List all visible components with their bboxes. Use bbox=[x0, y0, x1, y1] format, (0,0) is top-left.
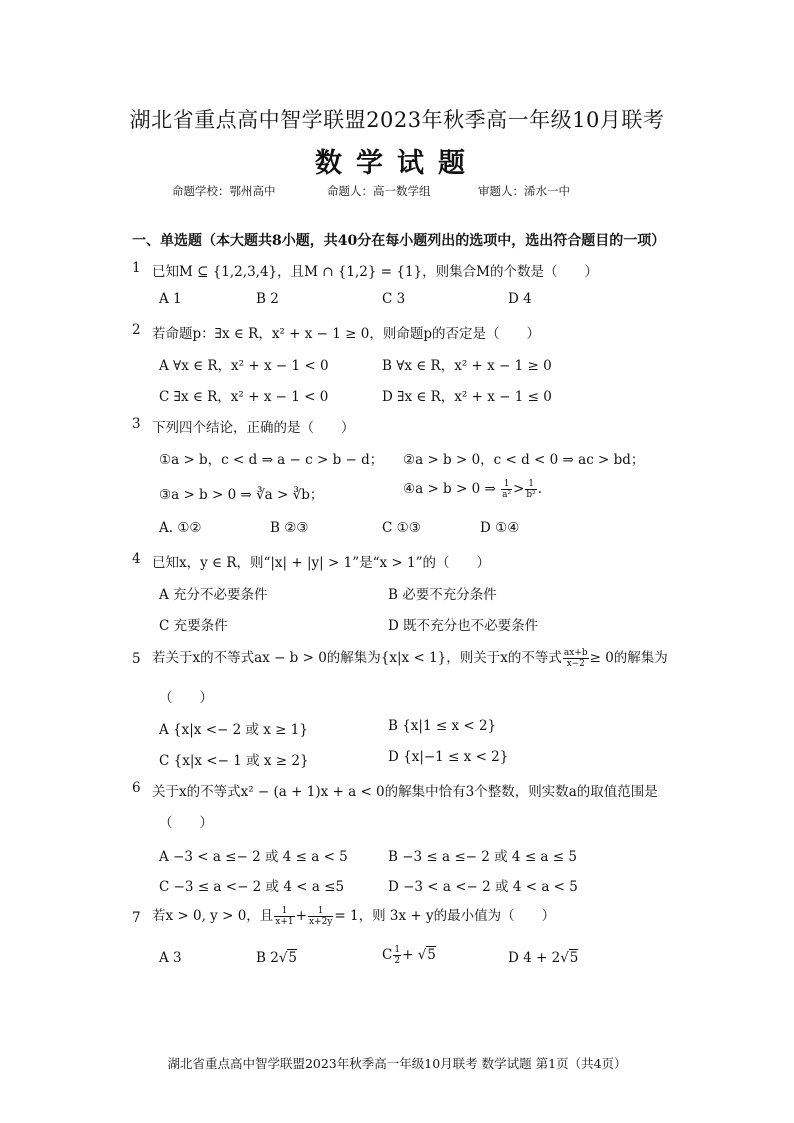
option-b: B {x|1 ≤ x < 2} bbox=[388, 718, 497, 734]
option-b: B 2 bbox=[256, 291, 279, 307]
proposer: 命题人：高一数学组 bbox=[327, 184, 431, 198]
option-c: C −3 ≤ a <− 2 或 4 < a ≤5 bbox=[159, 879, 345, 895]
question-text: 关于x的不等式x² − (a + 1)x + a < 0的解集中恰有3个整数，则实数a的取值范围是 bbox=[152, 784, 658, 800]
statement-2: ②a > b > 0，c < d < 0 ⇒ ac > bd； bbox=[403, 452, 645, 468]
option-a: A −3 < a ≤− 2 或 4 ≤ a < 5 bbox=[159, 849, 348, 865]
question-number: 2 bbox=[132, 322, 141, 338]
question-text: 已知M ⊆ {1,2,3,4}，且M ∩ {1,2} = {1}，则集合M的个数是（ ） bbox=[152, 264, 598, 280]
fraction: $\frac{1}{\text{a²}}$ bbox=[502, 479, 512, 500]
option-d: D 既不充分也不必要条件 bbox=[388, 618, 539, 634]
question-number: 7 bbox=[132, 910, 141, 926]
option-d: D 4 + 2√5 bbox=[508, 950, 579, 966]
question-number: 4 bbox=[132, 551, 141, 567]
page-footer: 湖北省重点高中智学联盟2023年秋季高一年级10月联考 数学试题 第1页（共4页） bbox=[167, 1056, 627, 1071]
answer-paren: （ ） bbox=[159, 690, 213, 706]
option-a: A {x|x <− 2 或 x ≥ 1} bbox=[159, 722, 308, 738]
question-text: 若关于x的不等式ax − b > 0的解集为{x|x < 1}，则关于x的不等式 $\frac{ax+b}{x-2}$ ≥ 0的解集为 bbox=[152, 648, 668, 669]
question-number: 1 bbox=[132, 260, 141, 276]
question-text: 若x > 0, y > 0，且 $\frac{1}{x+1}$ + $\frac{1}{x+2y}$ = 1，则 3x + y的最小值为（ ） bbox=[152, 906, 556, 927]
proposing-school: 命题学校：鄂州高中 bbox=[172, 184, 276, 198]
option-d: D ①④ bbox=[480, 520, 520, 536]
exam-title: 湖北省重点高中智学联盟2023年秋季高一年级10月联考 bbox=[129, 108, 665, 132]
option-c: C ∃x ∈ R，x² + x − 1 < 0 bbox=[159, 389, 329, 405]
option-c: C ①③ bbox=[382, 520, 421, 536]
option-d: D ∃x ∈ R，x² + x − 1 ≤ 0 bbox=[382, 389, 552, 405]
question-text: 已知x，y ∈ R，则“|x| + |y| > 1”是“x > 1”的（ ） bbox=[152, 555, 490, 571]
question-text: 下列四个结论，正确的是（ ） bbox=[152, 420, 355, 436]
question-text: 若命题p：∃x ∈ R，x² + x − 1 ≥ 0，则命题p的否定是（ ） bbox=[152, 326, 540, 342]
fraction: $\frac{1}{\text{b²}}$ bbox=[526, 479, 536, 500]
fraction: $\frac{1}{2}$ bbox=[394, 945, 401, 966]
option-a: A 1 bbox=[159, 291, 182, 307]
statement-3: ③a > b > 0 ⇒ ∛a > ∛b； bbox=[159, 487, 324, 503]
option-b: B ②③ bbox=[270, 520, 309, 536]
option-a: A. ①② bbox=[159, 520, 202, 536]
option-d: D 4 bbox=[508, 291, 532, 307]
question-number: 3 bbox=[132, 416, 141, 432]
fraction: $\frac{ax+b}{x-2}$ bbox=[563, 648, 588, 669]
option-b: B 必要不充分条件 bbox=[388, 587, 497, 603]
option-b: B 2√5 bbox=[256, 950, 298, 966]
option-d: D −3 < a <− 2 或 4 < a < 5 bbox=[388, 879, 578, 895]
option-c: C $\frac{1}{2}$ + √5 bbox=[382, 945, 436, 966]
reviewer: 审题人：浠水一中 bbox=[478, 184, 570, 198]
option-b: B ∀x ∈ R，x² + x − 1 ≥ 0 bbox=[382, 358, 552, 374]
option-a: A ∀x ∈ R，x² + x − 1 < 0 bbox=[159, 358, 329, 374]
option-c: C {x|x <− 1 或 x ≥ 2} bbox=[159, 753, 309, 769]
question-number: 6 bbox=[132, 780, 141, 796]
exam-subject: 数学试题 bbox=[315, 148, 479, 179]
answer-paren: （ ） bbox=[159, 815, 213, 831]
option-b: B −3 ≤ a ≤− 2 或 4 ≤ a ≤ 5 bbox=[388, 849, 577, 865]
question-number: 5 bbox=[132, 651, 141, 667]
statement-1: ①a > b，c < d ⇒ a − c > b − d； bbox=[159, 452, 384, 468]
fraction: $\frac{1}{x+2y}$ bbox=[308, 906, 333, 927]
option-c: C 3 bbox=[382, 291, 406, 307]
statement-4: ④a > b > 0 ⇒ $\frac{1}{\text{a²}}$ > $\frac{1}{\text{b²}}$ . bbox=[403, 479, 543, 500]
option-a: A 充分不必要条件 bbox=[159, 587, 268, 603]
option-d: D {x|−1 ≤ x < 2} bbox=[388, 749, 509, 765]
section-heading: 一、单选题（本大题共8小题，共40分在每小题列出的选项中，选出符合题目的一项） bbox=[132, 233, 666, 249]
fraction: $\frac{1}{x+1}$ bbox=[275, 906, 294, 927]
option-c: C 充要条件 bbox=[159, 618, 228, 634]
option-a: A 3 bbox=[159, 950, 182, 966]
